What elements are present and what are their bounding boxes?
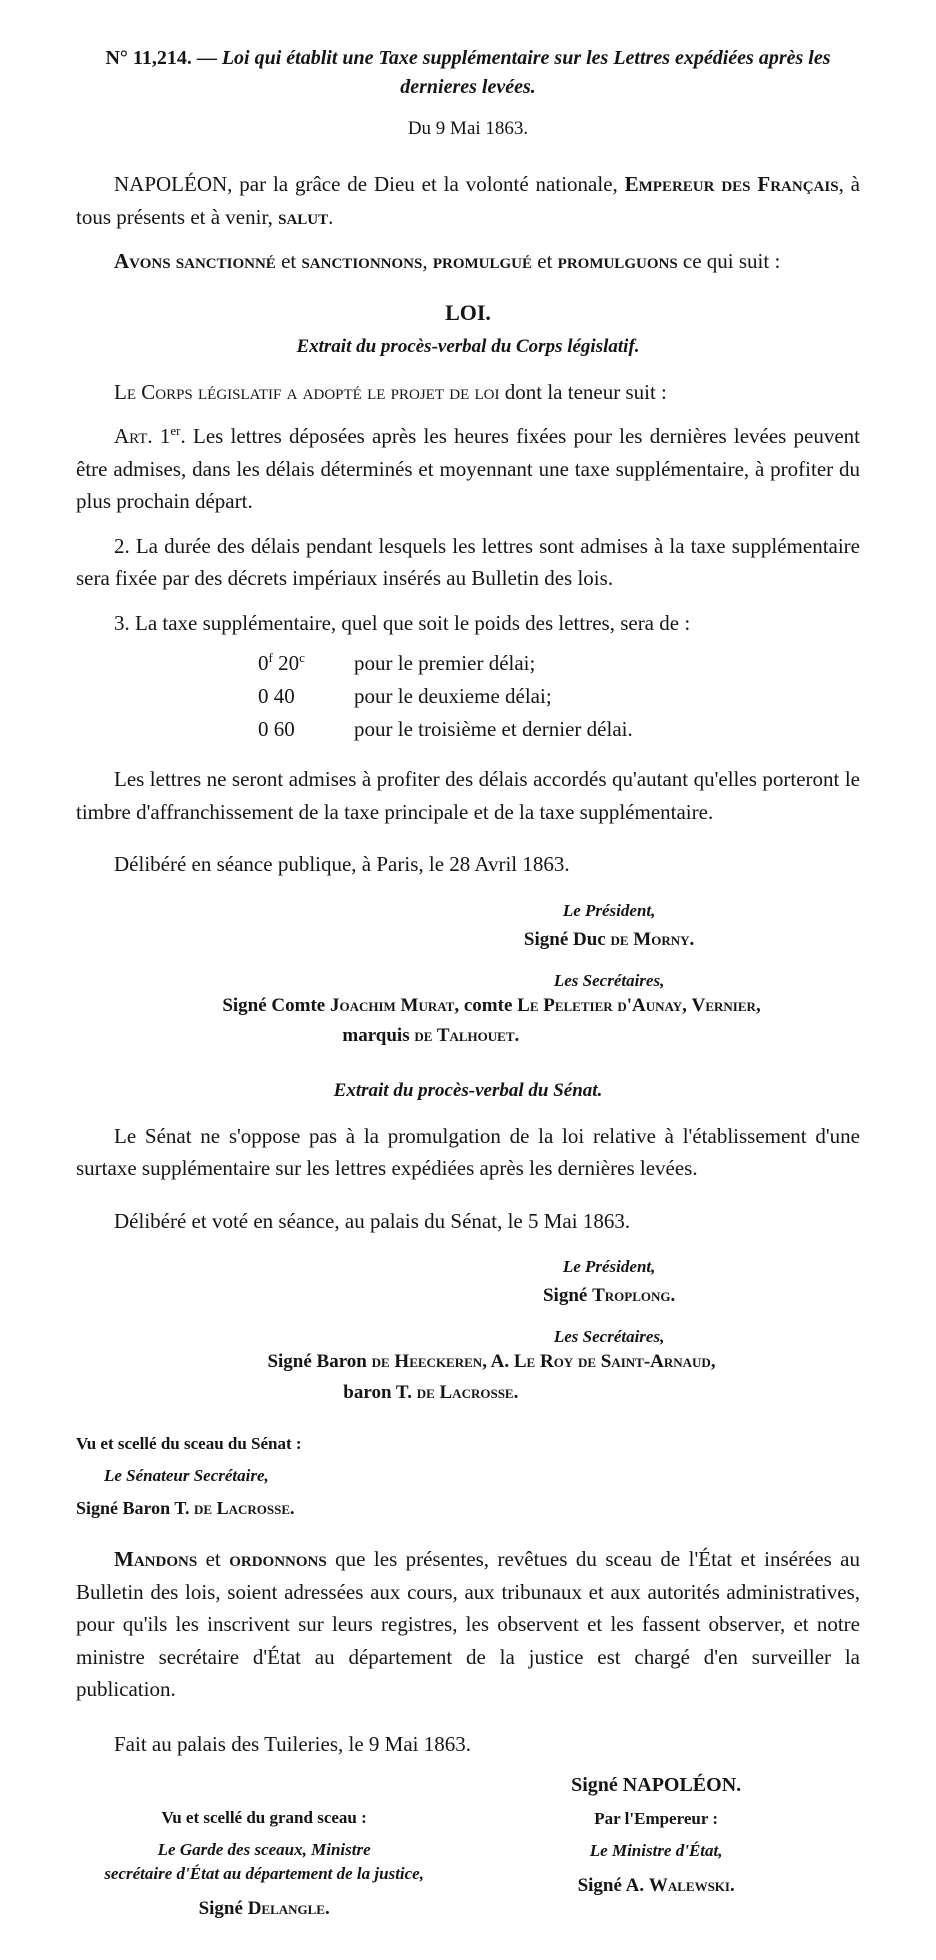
period: . [670, 1285, 676, 1307]
art-number: 1 [152, 424, 171, 449]
law-number: N° 11,214. [105, 47, 192, 69]
corps-secretaries-signatures [154, 991, 828, 1052]
tariff-label: pour le deuxieme délai; [354, 684, 552, 709]
signe-text: Signé Comte [222, 994, 330, 1016]
corps-legislatif-phrase: Le Corps législatif a adopté le projet de loi [114, 379, 500, 404]
walewski-signature [452, 1875, 860, 1897]
senat-paragraph: Le Sénat ne s'oppose pas à la promulgation de la loi relative à l'établissement d'une surtaxe supplémentaire sur les lettres expédiées après les dernières levées. [76, 1123, 860, 1181]
senat-president-block [390, 1257, 829, 1307]
document-heading [76, 44, 860, 102]
avons-sanctionne: Avons sanctionné [114, 249, 276, 274]
napoleon-signature: Signé NAPOLÉON. [571, 1774, 742, 1797]
senat-secretaries-label-block [390, 1327, 829, 1347]
period: . [513, 1381, 519, 1403]
centimes-value: 40 [273, 684, 295, 709]
art1-text: . Les lettres déposées après les heures fixées pour les dernières levées peuvent être admises, dans les délais déterminés et moyennant une taxe supplémentaire, à profiter du plus prochain départ. [76, 424, 861, 514]
comma: , [682, 994, 692, 1016]
baron-text: baron T. [343, 1381, 417, 1403]
opener-text: dont la teneur suit : [499, 379, 667, 404]
secretaries-line [154, 1347, 828, 1377]
role-line: secrétaire d'État au département de la justice, [104, 1864, 424, 1884]
art-label: Art. [114, 424, 153, 449]
peletier-name: Le Peletier d'Aunay [517, 994, 683, 1016]
ministre-etat-role: Le Ministre d'État, [589, 1841, 723, 1861]
talhouet-name: de Talhouet [414, 1025, 515, 1047]
mandons-word: Mandons [114, 1546, 198, 1571]
period: . [290, 1497, 295, 1518]
sanctionnons: sanctionnons [301, 249, 423, 274]
loi-title: LOI. [445, 299, 491, 325]
walewski-name: Walewski [648, 1875, 730, 1897]
sanction-text: et [532, 249, 558, 274]
left-signature-column [76, 1774, 452, 1920]
sanction-text: , [422, 249, 433, 274]
president-label: Le Président, [562, 900, 656, 920]
law-title: Loi qui établit une Taxe supplémentaire sur les Lettres expédiées après les dernieres levées. [221, 47, 831, 98]
emperor-title: Empereur des Français [624, 172, 839, 196]
tariff-list [258, 647, 860, 745]
sanction-text: et [275, 249, 302, 274]
troplong-name: Troplong [592, 1285, 671, 1307]
heeckeren-name: de Heeckeren [371, 1351, 483, 1373]
lacrosse-name: de Lacrosse [416, 1381, 514, 1403]
mandons-text: et [197, 1546, 230, 1571]
vernier-name: Vernier [691, 994, 756, 1016]
article-2: 2. La durée des délais pendant lesquels les lettres sont admises à la taxe supplémentaire sera fixée par des décrets impériaux insérés au Bulletin des lois. [76, 533, 860, 591]
senat-deliberation: Délibéré et voté en séance, au palais du Sénat, le 5 Mai 1863. [114, 1208, 631, 1233]
corps-secretaries-label-block [390, 971, 829, 991]
promulguons: promulguons [557, 249, 678, 274]
garde-des-sceaux-role [76, 1838, 452, 1886]
secretaries-line [33, 1021, 829, 1051]
comma: , [755, 994, 761, 1016]
tariff-row [258, 713, 860, 746]
preamble-text: . [328, 204, 334, 229]
fait-paragraph: Fait au palais des Tuileries, le 9 Mai 1863. [114, 1731, 471, 1756]
secretaries-label: Les Secrétaires, [553, 1327, 665, 1347]
initial-text: , A. [482, 1351, 514, 1373]
sanction-paragraph [76, 245, 860, 278]
signe-text: Signé [198, 1897, 248, 1919]
mandons-text: que les présentes, revêtues du sceau de l'État et insérées au Bulletin des lois, soient adressées aux cours, aux tribunaux et aux autorités administratives, pour qu'ils les inscrivent sur leurs registres, les observent et les fassent observer, et notre ministre secrétaire d'État au département de la justice est chargé d'en surveiller la publication. [76, 1546, 861, 1702]
period: . [689, 928, 695, 950]
comma: , [710, 1351, 716, 1373]
lacrosse-name: de Lacrosse [194, 1497, 291, 1518]
comte-text: , comte [454, 994, 518, 1016]
murat-name: Joachim Murat [329, 994, 455, 1016]
sanction-text: ce qui suit : [677, 249, 781, 274]
francs-value: 0 [258, 716, 269, 741]
salut-word: salut [278, 204, 329, 229]
president-signature [390, 1285, 829, 1307]
president-label: Le Président, [562, 1257, 656, 1277]
signe-text: Signé A. [577, 1875, 649, 1897]
francs-value: 0 [258, 684, 269, 709]
art-ordinal-sup: er [170, 423, 181, 439]
napoleon-name: NAPOLÉON [114, 172, 228, 196]
period: . [324, 1897, 330, 1919]
par-empereur-label: Par l'Empereur : [594, 1809, 718, 1829]
seal-note: Vu et scellé du sceau du Sénat : [76, 1433, 302, 1453]
ordonnons-word: ordonnons [229, 1546, 327, 1571]
francs-unit-sup: f [268, 650, 273, 666]
secretaries-label: Les Secrétaires, [553, 970, 665, 990]
promulgue: promulgué [432, 249, 532, 274]
delangle-name: Delangle [247, 1897, 325, 1919]
mandons-paragraph [76, 1543, 860, 1706]
preamble-text: , à tous présents et à venir, [76, 172, 860, 229]
centimes-value: 60 [273, 716, 295, 741]
tariff-label: pour le troisième et dernier délai. [354, 716, 633, 741]
closing-signature-columns [76, 1774, 860, 1920]
stamp-condition-paragraph: Les lettres ne seront admises à profiter des délais accordés qu'autant qu'elles porteront le timbre d'affranchissement de la taxe principale et de la taxe supplémentaire. [76, 767, 860, 824]
president-signature [390, 929, 829, 951]
signe-text: Signé [542, 1285, 593, 1307]
centimes-value: 20 [278, 651, 300, 676]
seal-role: Le Sénateur Secrétaire, [104, 1465, 269, 1485]
corps-president-block [390, 901, 829, 951]
francs-value: 0 [258, 651, 269, 676]
secretaries-line [154, 991, 828, 1021]
secretaries-line [33, 1378, 829, 1408]
signe-text: Signé Baron [267, 1351, 372, 1373]
tariff-label: pour le premier délai; [354, 651, 536, 676]
role-line: Le Garde des sceaux, Ministre [157, 1840, 371, 1860]
seal-signature [76, 1498, 860, 1519]
right-signature-column [452, 1774, 860, 1920]
heading-dash: — [196, 47, 217, 69]
preamble-text: , par la grâce de Dieu et la volonté nationale, [227, 172, 625, 196]
article-1 [76, 420, 860, 518]
senat-seal-block [76, 1434, 860, 1519]
signe-text: Signé Duc [523, 928, 611, 950]
marquis-text: marquis [342, 1025, 415, 1047]
senat-secretaries-signatures [154, 1347, 828, 1408]
morny-name: de Morny [610, 928, 690, 950]
period: . [514, 1025, 520, 1047]
law-date: Du 9 Mai 1863. [407, 118, 529, 139]
tariff-row [258, 647, 860, 680]
preamble-paragraph [76, 168, 860, 233]
saint-arnaud-name: Le Roy de Saint-Arnaud [513, 1351, 711, 1373]
corps-extract-subtitle: Extrait du procès-verbal du Corps législatif. [296, 335, 640, 357]
corps-deliberation: Délibéré en séance publique, à Paris, le 28 Avril 1863. [114, 852, 570, 877]
grand-seal-note: Vu et scellé du grand sceau : [161, 1808, 367, 1828]
tariff-row [258, 680, 860, 713]
centimes-unit-sup: c [299, 650, 305, 666]
signe-text: Signé Baron T. [76, 1497, 195, 1518]
corps-opener [76, 376, 860, 409]
period: . [729, 1875, 735, 1897]
senat-extract-subtitle: Extrait du procès-verbal du Sénat. [333, 1079, 603, 1101]
article-3: 3. La taxe supplémentaire, quel que soit le poids des lettres, sera de : [114, 610, 691, 635]
